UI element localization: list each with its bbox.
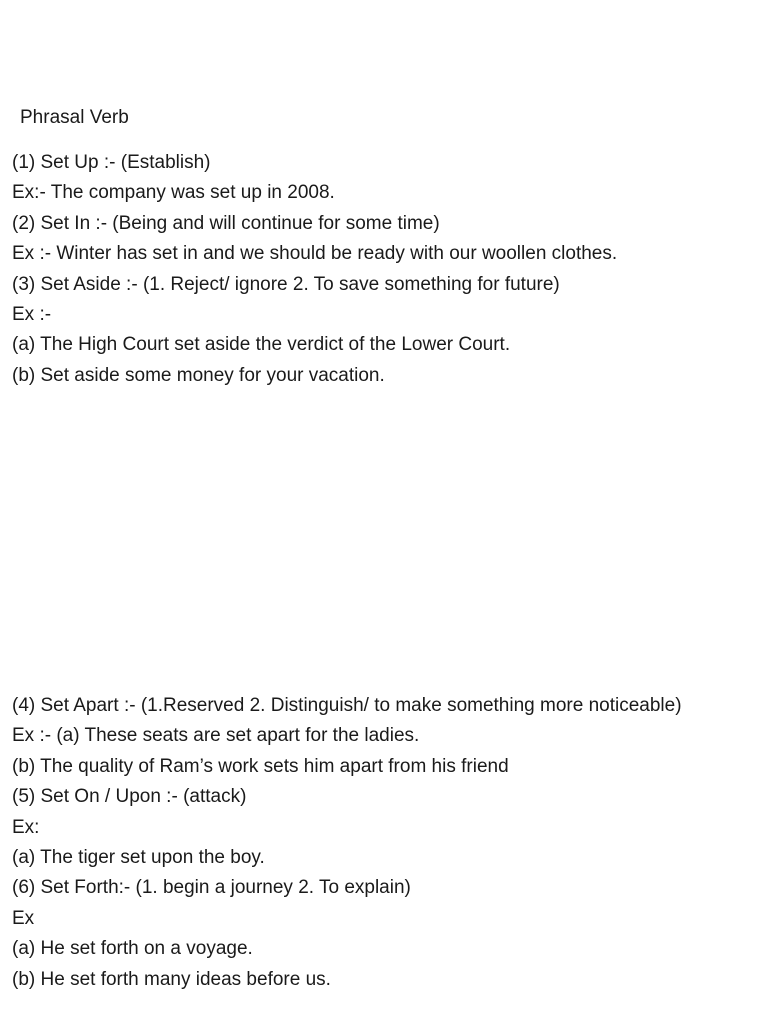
example-label: Ex: (12, 816, 40, 838)
entry-heading-set-in: (2) Set In :- (Being and will continue for some time) (12, 212, 440, 234)
entry-heading-set-apart: (4) Set Apart :- (1.Reserved 2. Distinguish/ to make something more noticeable) (12, 695, 682, 716)
page-title: Phrasal Verb (20, 107, 129, 128)
example-label: Ex (12, 907, 35, 929)
example-line: (a) The High Court set aside the verdict of the Lower Court. (12, 334, 511, 356)
example-line: (a) He set forth on a voyage. (12, 938, 253, 960)
example-line: (a) The tiger set upon the boy. (12, 846, 265, 868)
entry-heading-set-on-upon: (5) Set On / Upon :- (attack) (12, 786, 247, 808)
example-line: (b) Set aside some money for your vacation. (12, 364, 385, 386)
example-line: Ex:- The company was set up in 2008. (12, 182, 335, 204)
example-line: (b) The quality of Ram’s work sets him apart from his friend (12, 755, 509, 777)
example-label: Ex :- (12, 303, 52, 325)
example-line: Ex :- Winter has set in and we should be ready with our woollen clothes. (12, 243, 618, 265)
example-line: Ex :- (a) These seats are set apart for the ladies. (12, 725, 420, 747)
text-block-1 (12, 148, 617, 391)
entry-heading-set-forth: (6) Set Forth:- (1. begin a journey 2. To explain) (12, 877, 411, 899)
text-block-2 (12, 691, 682, 995)
example-line: (b) He set forth many ideas before us. (12, 968, 331, 990)
entry-heading-set-up: (1) Set Up :- (Establish) (12, 152, 211, 173)
entry-heading-set-aside: (3) Set Aside :- (1. Reject/ ignore 2. To save something for future) (12, 273, 560, 295)
